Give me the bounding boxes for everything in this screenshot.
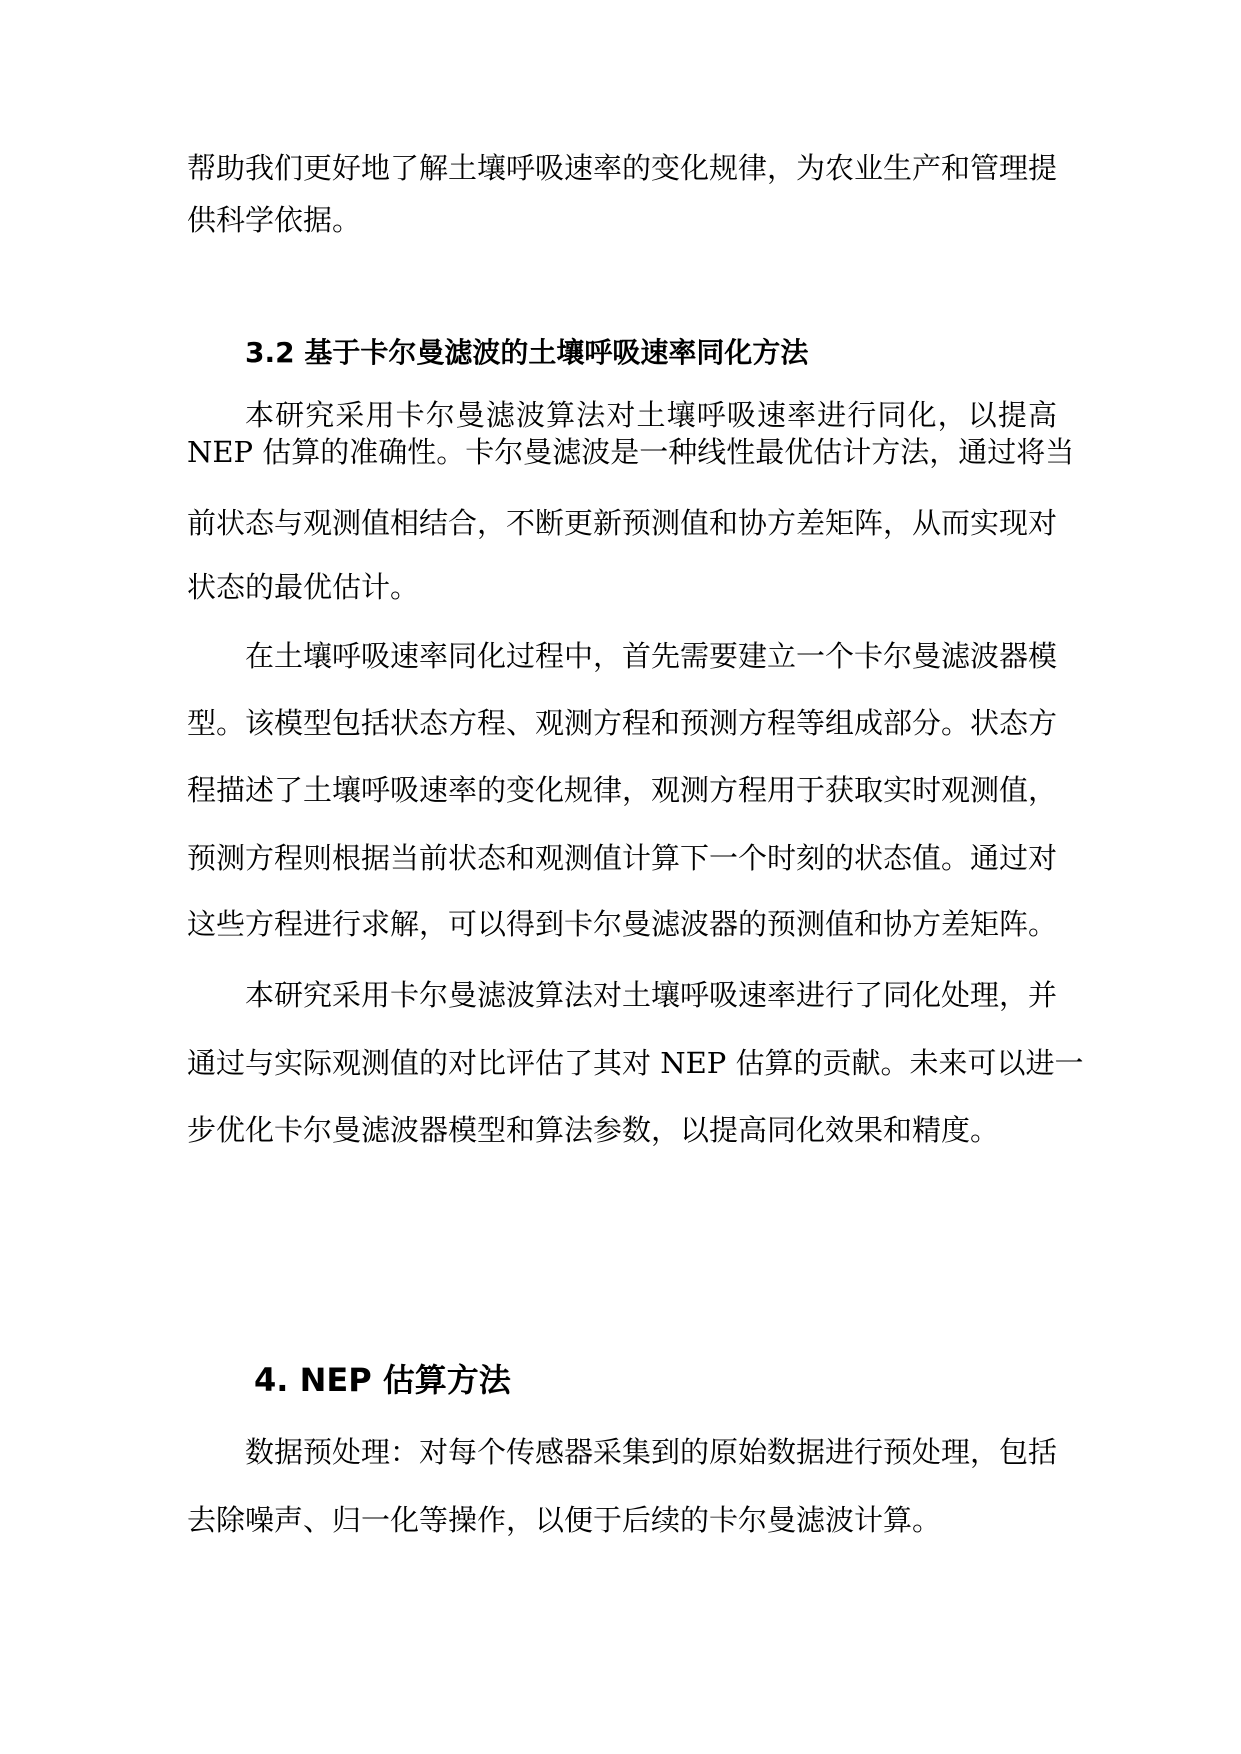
s32-p3-line-1: 本研究采用卡尔曼滤波算法对土壤呼吸速率进行了同化处理，并: [245, 978, 1058, 1012]
s32-p2-line-3: 程描述了土壤呼吸速率的变化规律，观测方程用于获取实时观测值，: [187, 773, 1058, 807]
s32-p2-line-1: 在土壤呼吸速率同化过程中，首先需要建立一个卡尔曼滤波器模: [245, 639, 1058, 673]
intro-line-1: 帮助我们更好地了解土壤呼吸速率的变化规律，为农业生产和管理提: [187, 151, 1058, 185]
s32-p2-line-4: 预测方程则根据当前状态和观测值计算下一个时刻的状态值。通过对: [187, 841, 1058, 875]
s32-p1-line-2: NEP 估算的准确性。卡尔曼滤波是一种线性最优估计方法，通过将当: [187, 435, 1075, 469]
intro-line-2: 供科学依据。: [187, 203, 362, 237]
s32-p2-line-2: 型。该模型包括状态方程、观测方程和预测方程等组成部分。状态方: [187, 706, 1058, 740]
s32-p3-line-2: 通过与实际观测值的对比评估了其对 NEP 估算的贡献。未来可以进一: [187, 1046, 1084, 1080]
section-3-2-heading: 3.2 基于卡尔曼滤波的土壤呼吸速率同化方法: [245, 336, 809, 369]
s32-p1-line-3: 前状态与观测值相结合，不断更新预测值和协方差矩阵，从而实现对: [187, 506, 1058, 540]
s32-p1-line-1: 本研究采用卡尔曼滤波算法对土壤呼吸速率进行同化，以提高: [245, 398, 1057, 432]
s4-p1-line-2: 去除噪声、归一化等操作，以便于后续的卡尔曼滤波计算。: [187, 1503, 942, 1537]
s32-p2-line-5: 这些方程进行求解，可以得到卡尔曼滤波器的预测值和协方差矩阵。: [187, 907, 1058, 941]
s4-p1-line-1: 数据预处理：对每个传感器采集到的原始数据进行预处理，包括: [245, 1435, 1058, 1469]
s32-p1-line-4: 状态的最优估计。: [187, 570, 420, 604]
section-4-heading: 4. NEP 估算方法: [254, 1361, 511, 1399]
s32-p3-line-3: 步优化卡尔曼滤波器模型和算法参数，以提高同化效果和精度。: [187, 1113, 1000, 1147]
